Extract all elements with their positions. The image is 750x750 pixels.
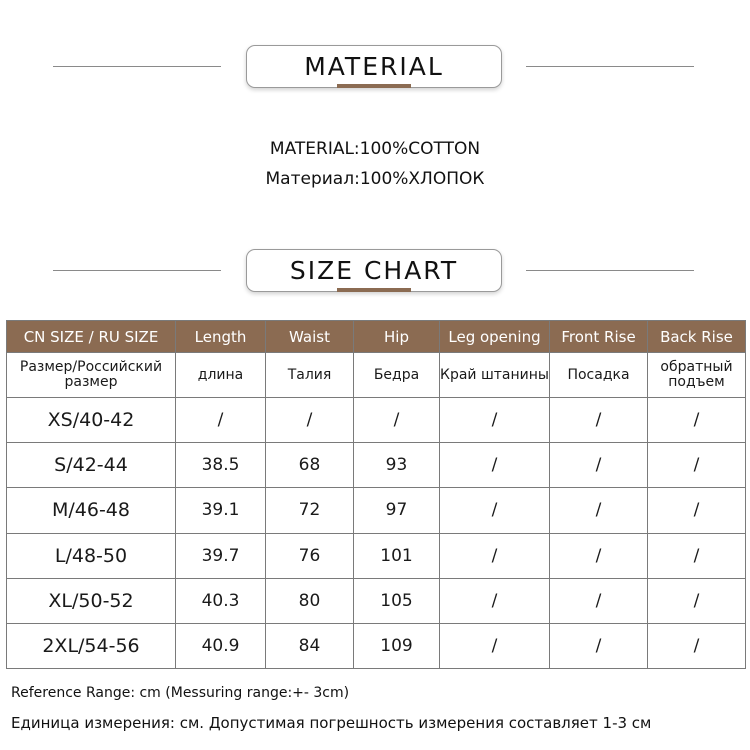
- cell-leg-opening: /: [440, 623, 550, 668]
- cell-leg-opening: /: [440, 443, 550, 488]
- cell-length: /: [176, 398, 266, 443]
- size-chart-section-header: [0, 249, 750, 299]
- cell-back-rise: /: [648, 398, 746, 443]
- divider-line-left: [53, 66, 221, 67]
- table-row: [7, 443, 746, 488]
- header-waist: Waist: [266, 321, 354, 353]
- cell-hip: 101: [354, 533, 440, 578]
- reference-range-note: Reference Range: cm (Messuring range:+- 3cm): [11, 685, 350, 701]
- cell-back-rise: /: [648, 623, 746, 668]
- cell-front-rise: /: [550, 578, 648, 623]
- cell-size: S/42-44: [7, 443, 176, 488]
- cell-front-rise: /: [550, 443, 648, 488]
- cell-waist: 68: [266, 443, 354, 488]
- cell-front-rise: /: [550, 623, 648, 668]
- subheader-size: Размер/Российский размер: [7, 353, 176, 398]
- cell-leg-opening: /: [440, 488, 550, 533]
- cell-hip: /: [354, 398, 440, 443]
- cell-front-rise: /: [550, 533, 648, 578]
- table-row: [7, 623, 746, 668]
- title-accent-bar: [337, 288, 411, 292]
- cell-size: L/48-50: [7, 533, 176, 578]
- header-back-rise: Back Rise: [648, 321, 746, 353]
- cell-length: 38.5: [176, 443, 266, 488]
- measurement-note-russian: Единица измерения: см. Допустимая погрешность измерения составляет 1-3 см: [11, 714, 652, 732]
- cell-size: 2XL/54-56: [7, 623, 176, 668]
- cell-back-rise: /: [648, 443, 746, 488]
- cell-front-rise: /: [550, 488, 648, 533]
- cell-back-rise: /: [648, 533, 746, 578]
- subheader-hip: Бедра: [354, 353, 440, 398]
- cell-size: XL/50-52: [7, 578, 176, 623]
- cell-waist: 80: [266, 578, 354, 623]
- cell-length: 40.3: [176, 578, 266, 623]
- header-hip: Hip: [354, 321, 440, 353]
- cell-hip: 109: [354, 623, 440, 668]
- cell-size: XS/40-42: [7, 398, 176, 443]
- cell-waist: 84: [266, 623, 354, 668]
- material-english: MATERIAL:100%COTTON: [269, 139, 481, 159]
- cell-leg-opening: /: [440, 398, 550, 443]
- material-russian: Материал:100%ХЛОПОК: [265, 169, 485, 189]
- size-chart-title: SIZE CHART: [246, 249, 502, 292]
- cell-hip: 97: [354, 488, 440, 533]
- cell-front-rise: /: [550, 398, 648, 443]
- divider-line-right: [526, 270, 694, 271]
- cell-back-rise: /: [648, 578, 746, 623]
- cell-hip: 105: [354, 578, 440, 623]
- cell-waist: 76: [266, 533, 354, 578]
- subheader-back-rise: обратный подъем: [648, 353, 746, 398]
- material-section-header: [0, 45, 750, 95]
- cell-waist: /: [266, 398, 354, 443]
- cell-waist: 72: [266, 488, 354, 533]
- table-row: [7, 578, 746, 623]
- header-leg-opening: Leg opening: [440, 321, 550, 353]
- table-row: [7, 398, 746, 443]
- header-size: CN SIZE / RU SIZE: [7, 321, 176, 353]
- subheader-leg-opening: Край штанины: [440, 353, 550, 398]
- cell-size: M/46-48: [7, 488, 176, 533]
- cell-leg-opening: /: [440, 533, 550, 578]
- title-accent-bar: [337, 84, 411, 88]
- header-length: Length: [176, 321, 266, 353]
- table-header-row: [7, 321, 746, 353]
- table-row: [7, 533, 746, 578]
- subheader-waist: Талия: [266, 353, 354, 398]
- material-title: MATERIAL: [246, 45, 502, 88]
- cell-leg-opening: /: [440, 578, 550, 623]
- cell-back-rise: /: [648, 488, 746, 533]
- divider-line-right: [526, 66, 694, 67]
- header-front-rise: Front Rise: [550, 321, 648, 353]
- subheader-length: длина: [176, 353, 266, 398]
- divider-line-left: [53, 270, 221, 271]
- size-chart-table: [6, 320, 746, 669]
- cell-hip: 93: [354, 443, 440, 488]
- cell-length: 40.9: [176, 623, 266, 668]
- cell-length: 39.7: [176, 533, 266, 578]
- table-row: [7, 488, 746, 533]
- subheader-front-rise: Посадка: [550, 353, 648, 398]
- table-subheader-row: [7, 353, 746, 398]
- cell-length: 39.1: [176, 488, 266, 533]
